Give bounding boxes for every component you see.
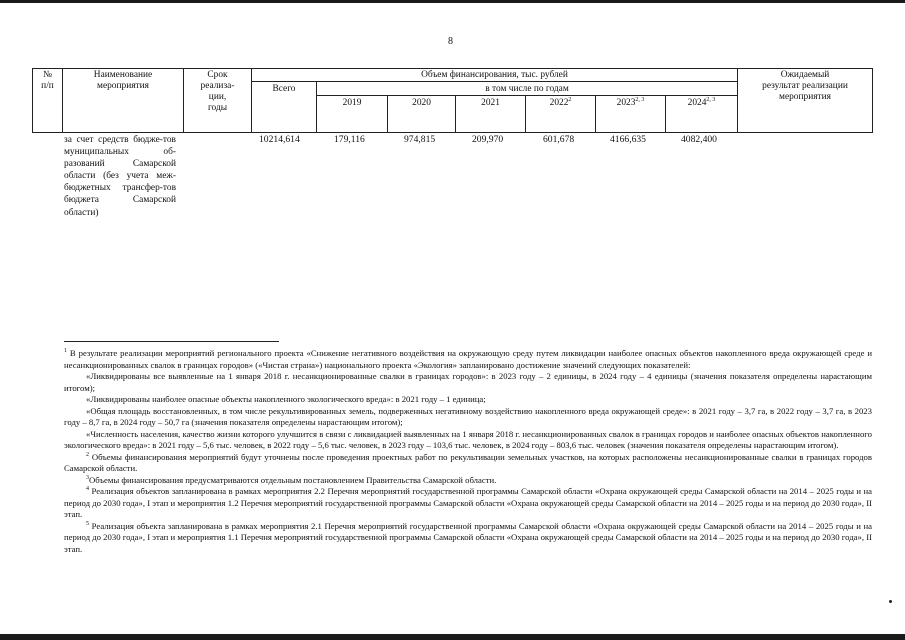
header-name-line: мероприятия: [97, 81, 149, 91]
footnote: $^5$ Реализация объекта запланирована в рамках мероприятия 2.1 Перечня мероприятий государственной программы Самарской области «Охрана окружающей среды Самарской области на 2014 – 2025 годы и на период до 2030 года», I этап и мероприятия 1.1 Перечня мероприятий государственной программы Самарской области «Охрана окружающей среды Самарской области на 2014 – 2025 годы и на период до 2030 года», II этап.: [64, 520, 872, 554]
table-header-bottom: [32, 132, 873, 133]
footnote: «Численность населения, качество жизни которого улучшится в связи с ликвидацией выявленных на 1 января 2018 г. несанкционированных свалок в границах городов и наиболее опасных объектов накопленного экологического вреда»: в 2021 году – 5,6 тыс. человек, в 2022 году – 5,6 тыс. человек, в 2023 году – 103,6 тыс. человек, в 2024 году – 803,6 тыс. человек (значения показателя определены нарастающим итогом).: [64, 428, 872, 450]
header-term-line: реализа-: [200, 81, 235, 91]
header-result: [738, 70, 872, 103]
header-by-years: в том числе по годам: [485, 84, 569, 94]
header-term-line: годы: [207, 103, 228, 113]
header-result-line: результат реализации: [762, 81, 848, 91]
scan-speck: [889, 600, 892, 603]
header-term-line: Срок: [207, 70, 228, 80]
header-name-line: Наименование: [93, 70, 153, 80]
header-total: Всего: [272, 84, 296, 94]
header-term-line: ции,: [208, 92, 227, 102]
funding-subheader-line: [251, 81, 737, 82]
row-value-2024: 4082,400: [681, 134, 717, 145]
header-result-line: мероприятия: [779, 92, 831, 102]
row-value-2021: 209,970: [472, 134, 504, 145]
table-border-right: [872, 68, 873, 133]
header-year: 2021: [481, 98, 500, 108]
header-year: 2023$^{2, 3}$: [616, 96, 645, 108]
footnote-separator: [64, 341, 279, 342]
row-value-2020: 974,815: [404, 134, 436, 145]
header-num: [33, 70, 62, 92]
row-value-2023: 4166,635: [610, 134, 646, 145]
table-border-top: [32, 68, 873, 69]
header-term: [184, 70, 251, 114]
scan-edge-top: [0, 0, 905, 3]
header-year: 2024$^{2, 3}$: [687, 96, 716, 108]
header-year: 2019: [342, 98, 362, 108]
footnote: $^3$Объемы финансирования предусматриваются отдельным постановлением Правительства Самарской области.: [86, 474, 497, 485]
header-result-line: Ожидаемый: [780, 70, 830, 80]
header-year: 2020: [412, 98, 431, 108]
footnote: $^1$ В результате реализации мероприятий регионального проекта «Снижение негативного воздействия на окружающую среду путем ликвидации наиболее опасных объектов накопленного вреда окружающей среде и несанкционированных свалок в границах городов» («Чистая страна») национального проекта «Экология» запланировано достижение значений следующих показателей:: [64, 348, 872, 370]
header-funding: Объем финансирования, тыс. рублей: [421, 70, 568, 80]
row-value-2019: 179,116: [334, 134, 365, 145]
header-num-line: №: [43, 70, 52, 80]
footnote: $^4$ Реализация объектов запланирована в рамках мероприятия 2.2 Перечня мероприятий государственной программы Самарской области «Охрана окружающей среды Самарской области на 2014 – 2025 годы и на период до 2030 года», I этап и мероприятия 1.2 Перечня мероприятий государственной программы Самарской области «Охрана окружающей среды Самарской области на 2014 – 2025 годы и на период до 2030 года», II этап.: [64, 486, 873, 519]
header-name: [63, 70, 183, 92]
row-total: 10214,614: [259, 134, 300, 145]
row-value-2022: 601,678: [543, 134, 575, 145]
footnote: $^2$ Объемы финансирования мероприятий будут уточнены после проведения проектных работ по рекультивации земельных участков, на которых расположены несанкционированные свалки в границах городов Самарской области.: [64, 451, 872, 473]
footnotes: [64, 348, 872, 555]
years-subheader-line: [316, 95, 737, 96]
header-num-line: п/п: [41, 81, 54, 91]
scan-edge-bottom: [0, 634, 905, 640]
footnote: «Общая площадь восстановленных, в том числе рекультивированных земель, подверженных негативному воздействию накопленного вреда окружающей среде»: в 2021 году – 3,7 га, в 2022 году – 3,7 га, в 2023 году – 8,7 га, в 2024 году – 50,7 га (значения показателя определены нарастающим итогом);: [64, 405, 872, 427]
footnote: «Ликвидированы наиболее опасные объекты накопленного экологического вреда»: в 2021 году – 1 единица;: [86, 394, 486, 404]
footnote: «Ликвидированы все выявленные на 1 января 2018 г. несанкционированные свалки в границах городов»: в 2023 году – 2 единицы, в 2024 году – 4 единицы (значения показателя определены нарастающим итогом);: [64, 371, 872, 393]
row-name: за счет средств бюдже-тов муниципальных об-разований Самарской области (без учета меж-бюджетных трансфер-тов бюджета Самарской области): [64, 135, 176, 218]
page-number: 8: [448, 36, 453, 47]
header-year: 2022$^2$: [549, 96, 572, 108]
